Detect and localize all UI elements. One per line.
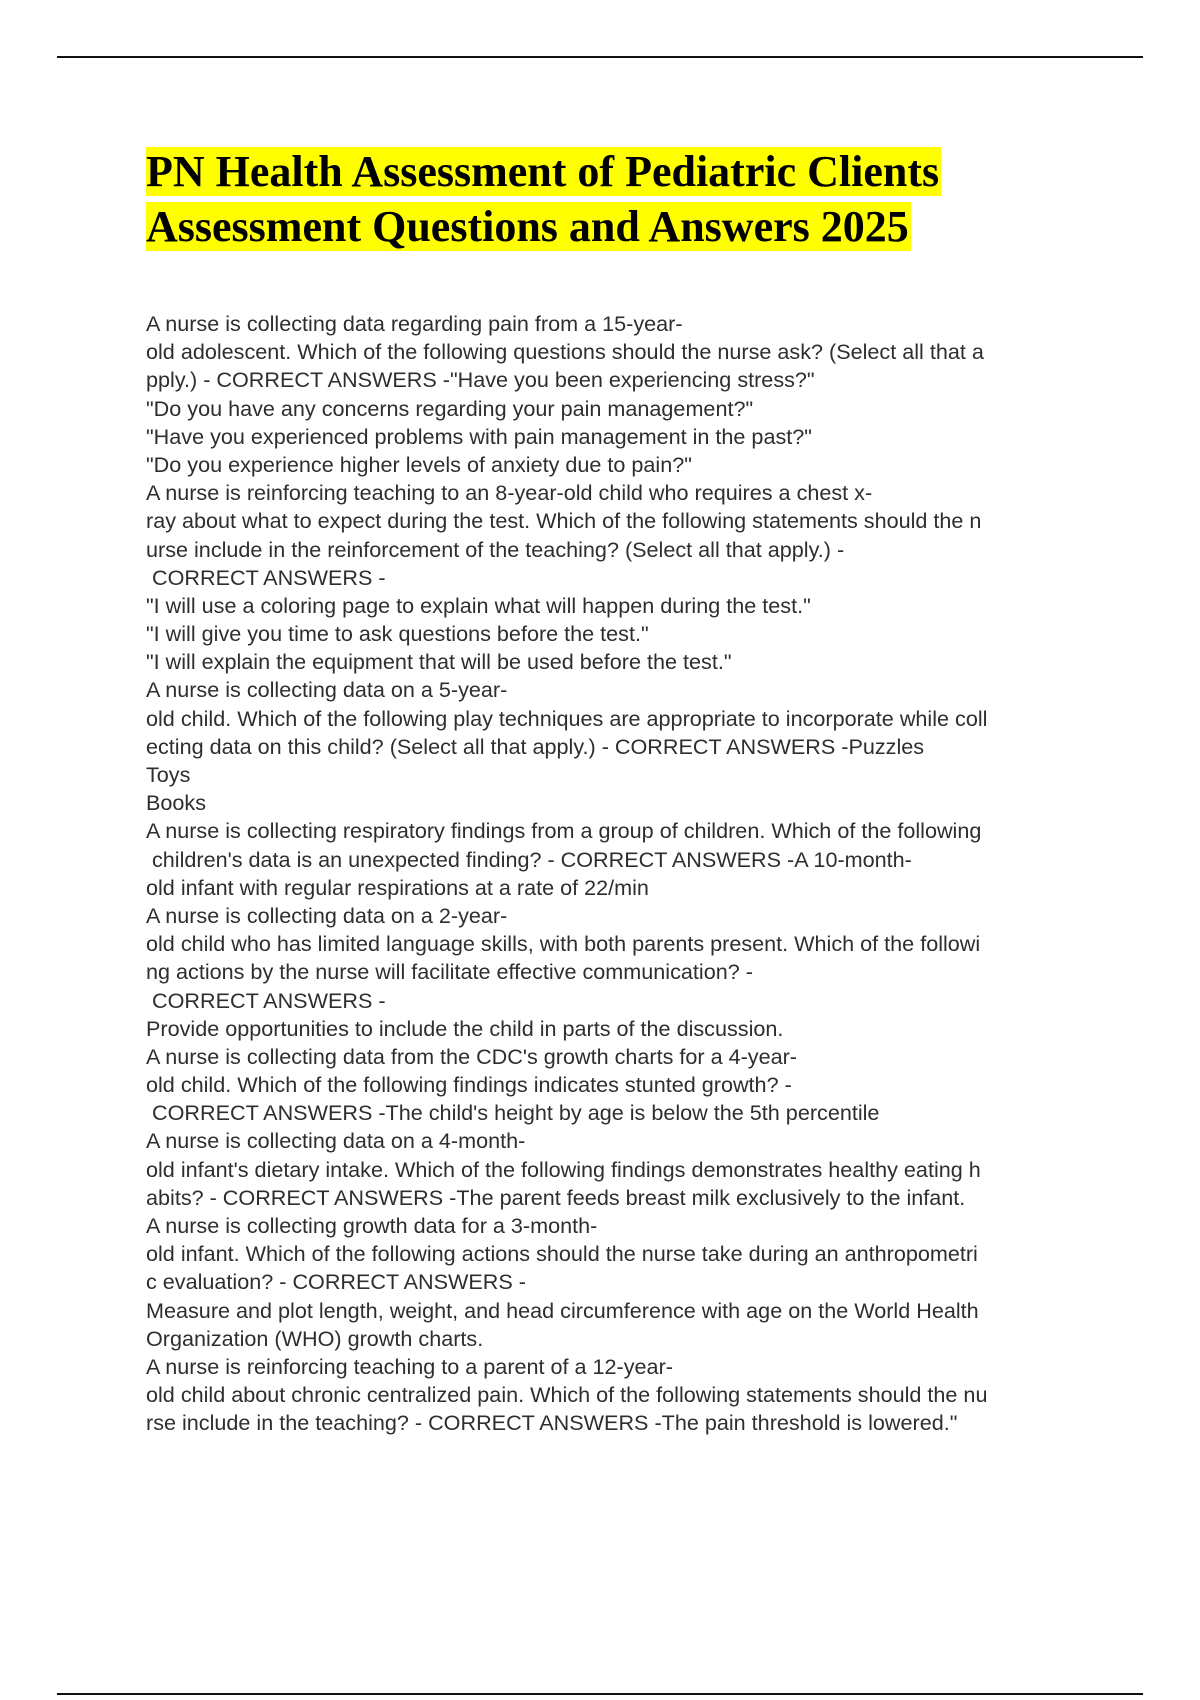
text-line: A nurse is collecting data on a 5-year- [146, 677, 508, 703]
text-line: ray about what to expect during the test. Which of the following statements should the n [146, 508, 982, 534]
text-line: Toys [146, 762, 191, 787]
text-line: abits? - CORRECT ANSWERS -The parent feeds breast milk exclusively to the infant. [146, 1184, 966, 1210]
text-line: A nurse is collecting data from the CDC's growth charts for a 4-year- [146, 1043, 797, 1069]
document-title [146, 144, 1106, 254]
text-line: old child. Which of the following findings indicates stunted growth? - [146, 1072, 792, 1098]
text-line: A nurse is reinforcing teaching to a parent of a 12-year- [146, 1353, 673, 1379]
text-line: ng actions by the nurse will facilitate effective communication? - [146, 959, 753, 985]
text-line: children's data is an unexpected finding? - CORRECT ANSWERS -A 10-month- [146, 846, 912, 872]
text-line: CORRECT ANSWERS - [146, 987, 386, 1013]
title-line-1: PN Health Assessment of Pediatric Clients [146, 147, 940, 196]
document-body [146, 310, 1096, 1438]
text-line: old child. Which of the following play techniques are appropriate to incorporate while coll [146, 705, 988, 731]
text-line: c evaluation? - CORRECT ANSWERS - [146, 1269, 526, 1295]
text-line: A nurse is collecting growth data for a 3-month- [146, 1213, 598, 1238]
title-line-2: Assessment Questions and Answers 2025 [146, 202, 909, 251]
text-line: CORRECT ANSWERS -The child's height by age is below the 5th percentile [146, 1100, 880, 1126]
text-line: pply.) - CORRECT ANSWERS -"Have you been experiencing stress?" [146, 367, 815, 393]
text-line: "Do you experience higher levels of anxiety due to pain?" [146, 451, 692, 477]
text-line: A nurse is collecting respiratory findings from a group of children. Which of the following [146, 818, 982, 844]
bottom-rule [57, 1693, 1143, 1695]
text-line: Provide opportunities to include the child in parts of the discussion. [146, 1015, 784, 1041]
text-line: "I will give you time to ask questions before the test." [146, 621, 649, 647]
text-line: old child about chronic centralized pain. Which of the following statements should the nu [146, 1382, 988, 1408]
top-rule [57, 56, 1143, 58]
text-line: ecting data on this child? (Select all that apply.) - CORRECT ANSWERS -Puzzles [146, 733, 925, 759]
text-line: A nurse is reinforcing teaching to an 8-year-old child who requires a chest x- [146, 480, 873, 506]
text-line: rse include in the teaching? - CORRECT ANSWERS -The pain threshold is lowered." [146, 1410, 958, 1436]
text-line: Organization (WHO) growth charts. [146, 1325, 484, 1351]
text-line: old infant with regular respirations at a rate of 22/min [146, 874, 649, 900]
text-line: old infant's dietary intake. Which of the following findings demonstrates healthy eating h [146, 1156, 981, 1182]
text-line: old adolescent. Which of the following questions should the nurse ask? (Select all that a [146, 339, 984, 365]
text-line: "I will explain the equipment that will be used before the test." [146, 649, 732, 675]
text-line: urse include in the reinforcement of the teaching? (Select all that apply.) - [146, 536, 845, 562]
text-line: A nurse is collecting data on a 4-month- [146, 1128, 526, 1154]
text-line: "Have you experienced problems with pain management in the past?" [146, 423, 812, 449]
text-line: A nurse is collecting data regarding pain from a 15-year- [146, 311, 683, 336]
text-line: CORRECT ANSWERS - [146, 564, 386, 590]
text-line: Books [146, 790, 207, 816]
text-line: "I will use a coloring page to explain what will happen during the test." [146, 592, 811, 618]
text-line: old infant. Which of the following actions should the nurse take during an anthropometri [146, 1241, 978, 1267]
text-line: Measure and plot length, weight, and head circumference with age on the World Health [146, 1297, 979, 1323]
text-line: A nurse is collecting data on a 2-year- [146, 902, 508, 928]
text-line: old child who has limited language skills, with both parents present. Which of the followi [146, 931, 981, 957]
text-line: "Do you have any concerns regarding your pain management?" [146, 395, 754, 421]
